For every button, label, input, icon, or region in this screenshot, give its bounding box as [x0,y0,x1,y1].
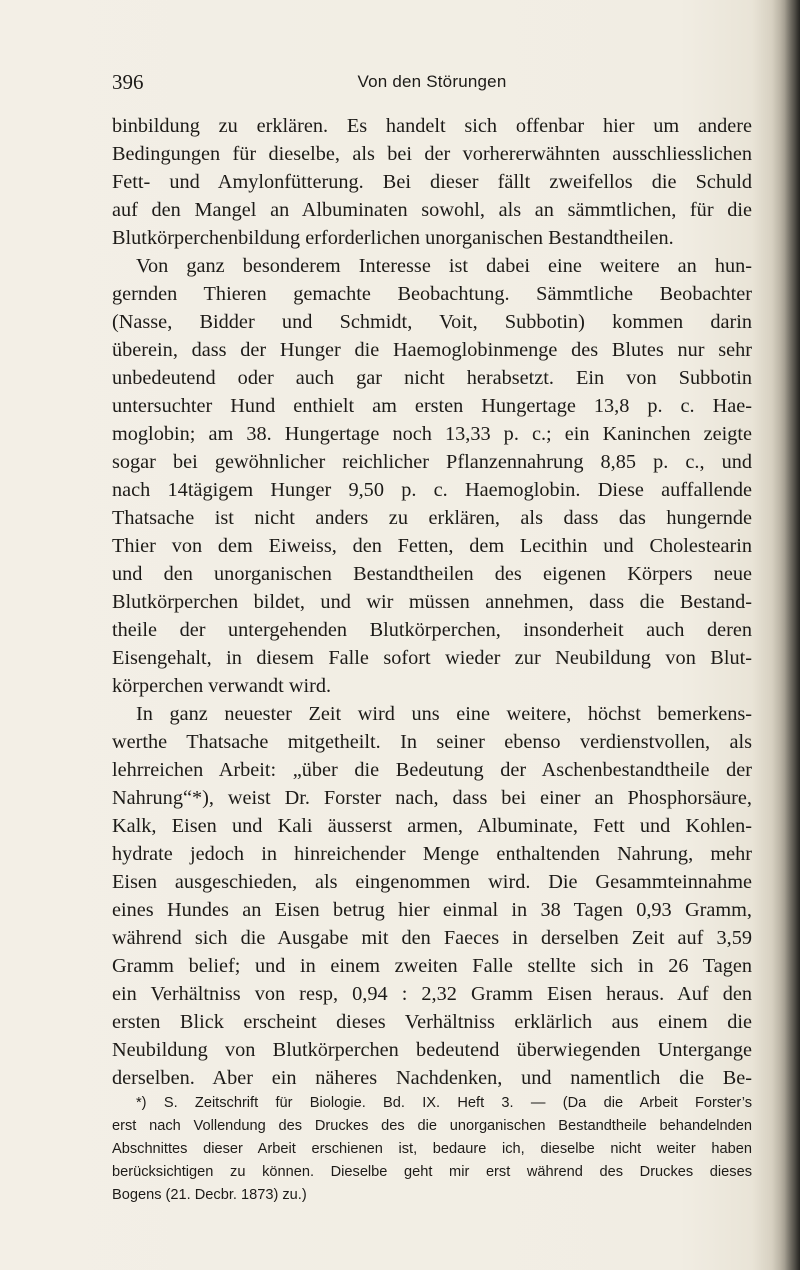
page-number: 396 [112,70,144,94]
text-line: Blutkörperchenbildung erforderlichen unorganischen Bestandtheilen. [112,227,674,249]
running-header [112,70,752,98]
text-line: Bedingungen für dieselbe, als bei der vorhererwähnten ausschliesslichen [112,143,752,165]
text-line: werthe Thatsache mitgetheilt. In seiner ebenso verdienstvollen, als [112,731,752,753]
text-line: untersuchter Hund enthielt am ersten Hungertage 13,8 p. c. Hae- [112,395,752,417]
text-line: Gramm belief; und in einem zweiten Falle stellte sich in 26 Tagen [112,955,752,977]
text-line: gernden Thieren gemachte Beobachtung. Sämmtliche Beobachter [112,283,752,305]
text-line: lehrreichen Arbeit: „über die Bedeutung der Aschenbestandtheile der [112,759,752,781]
text-line: eines Hundes an Eisen betrug hier einmal in 38 Tagen 0,93 Gramm, [112,899,752,921]
footnote-line: erst nach Vollendung des Druckes des die unorganischen Bestandtheile behandelnden [112,1118,752,1134]
footnote-line: Bogens (21. Decbr. 1873) zu.) [112,1187,307,1203]
text-line: Neubildung von Blutkörperchen bedeutend überwiegenden Untergange [112,1039,752,1061]
text-line: binbildung zu erklären. Es handelt sich offenbar hier um andere [112,115,752,137]
text-line: theile der untergehenden Blutkörperchen, insonderheit auch deren [112,619,752,641]
footnote-line: berücksichtigen zu können. Dieselbe geht mir erst während des Druckes dieses [112,1164,752,1180]
text-line: derselben. Aber ein näheres Nachdenken, und namentlich die Be- [112,1067,752,1089]
text-line: ein Verhältniss von resp, 0,94 : 2,32 Gramm Eisen heraus. Auf den [112,983,752,1005]
running-title: Von den Störungen [357,72,507,91]
text-line: moglobin; am 38. Hungertage noch 13,33 p. c.; ein Kaninchen zeigte [112,423,752,445]
text-line: Eisen ausgeschieden, als eingenommen wird. Die Gesammteinnahme [112,871,752,893]
text-line: körperchen verwandt wird. [112,675,332,697]
text-line: sogar bei gewöhnlicher reichlicher Pflanzennahrung 8,85 p. c., und [112,451,752,473]
text-line: hydrate jedoch in hinreichender Menge enthaltenden Nahrung, mehr [112,843,752,865]
text-line: Blutkörperchen bildet, und wir müssen annehmen, dass die Bestand- [112,591,752,613]
text-line: In ganz neuester Zeit wird uns eine weitere, höchst bemerkens- [136,703,752,725]
text-line: Thier von dem Eiweiss, den Fetten, dem Lecithin und Cholestearin [112,535,752,557]
text-line: und den unorganischen Bestandtheilen des eigenen Körpers neue [112,563,752,585]
text-line: (Nasse, Bidder und Schmidt, Voit, Subbotin) kommen darin [112,311,752,333]
text-line: Kalk, Eisen und Kali äusserst armen, Albuminate, Fett und Kohlen- [112,815,752,837]
text-line: Fett- und Amylonfütterung. Bei dieser fällt zweifellos die Schuld [112,171,752,193]
text-line: während sich die Ausgabe mit den Faeces in derselben Zeit auf 3,59 [112,927,752,949]
footnote-line: Abschnittes dieser Arbeit erschienen ist, bedaure ich, dieselbe nicht weiter haben [112,1141,752,1157]
page-edge-shadow [772,0,800,1270]
text-line: unbedeutend oder auch gar nicht herabsetzt. Ein von Subbotin [112,367,752,389]
text-line: Nahrung“*), weist Dr. Forster nach, dass bei einer an Phosphorsäure, [112,787,752,809]
text-line: ersten Blick erscheint dieses Verhältniss erklärlich aus einem die [112,1011,752,1033]
text-line: Eisengehalt, in diesem Falle sofort wieder zur Neubildung von Blut- [112,647,752,669]
footnote-line: *) S. Zeitschrift für Biologie. Bd. IX. Heft 3. — (Da die Arbeit Forster’s [136,1095,752,1111]
text-line: auf den Mangel an Albuminaten sowohl, als an sämmtlichen, für die [112,199,752,221]
footnote [112,1092,752,1207]
text-line: Von ganz besonderem Interesse ist dabei eine weitere an hun- [136,255,752,277]
text-line: Thatsache ist nicht anders zu erklären, als dass das hungernde [112,507,752,529]
text-line: nach 14tägigem Hunger 9,50 p. c. Haemoglobin. Diese auffallende [112,479,752,501]
text-line: überein, dass der Hunger die Haemoglobinmenge des Blutes nur sehr [112,339,752,361]
main-text [112,112,752,1092]
